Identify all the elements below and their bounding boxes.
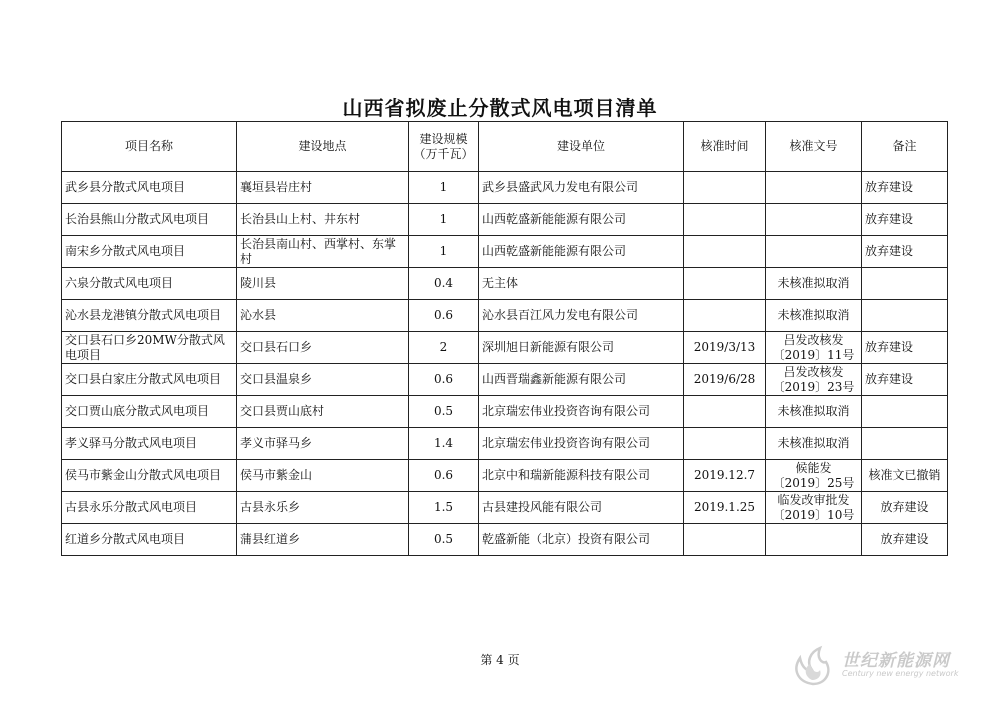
cell-capacity: 2 — [409, 332, 479, 364]
table-row — [62, 460, 948, 492]
cell-approval-date — [684, 268, 766, 300]
cell-approval-doc — [766, 236, 862, 268]
cell-location: 交口县贾山底村 — [237, 396, 409, 428]
table-body — [62, 172, 948, 556]
cell-remark — [862, 300, 948, 332]
cell-remark: 放弃建设 — [862, 204, 948, 236]
cell-approval-date — [684, 236, 766, 268]
cell-capacity: 0.6 — [409, 364, 479, 396]
watermark — [790, 640, 990, 690]
watermark-en-text: Century new energy network — [842, 669, 959, 678]
cell-developer: 武乡县盛武风力发电有限公司 — [479, 172, 684, 204]
watermark-cn-text: 世纪新能源网 — [842, 651, 950, 671]
cell-approval-date — [684, 172, 766, 204]
cell-location: 交口县温泉乡 — [237, 364, 409, 396]
cell-developer: 北京中和瑞新能源科技有限公司 — [479, 460, 684, 492]
table-row — [62, 332, 948, 364]
cell-approval-doc — [766, 524, 862, 556]
cell-approval-date: 2019/6/28 — [684, 364, 766, 396]
cell-capacity: 1 — [409, 172, 479, 204]
cell-approval-date — [684, 524, 766, 556]
table-row — [62, 364, 948, 396]
cell-location: 孝义市驿马乡 — [237, 428, 409, 460]
document-title: 山西省拟废止分散式风电项目清单 — [342, 96, 658, 120]
cell-developer: 山西晋瑞鑫新能源有限公司 — [479, 364, 684, 396]
cell-location: 长治县南山村、西掌村、东掌村 — [237, 236, 409, 268]
cell-capacity: 0.5 — [409, 524, 479, 556]
cell-approval-date: 2019.12.7 — [684, 460, 766, 492]
cell-approval-doc: 吕发改核发 〔2019〕23号 — [766, 364, 862, 396]
cell-capacity: 1.4 — [409, 428, 479, 460]
cell-project-name: 侯马市紫金山分散式风电项目 — [62, 460, 237, 492]
cell-approval-date: 2019.1.25 — [684, 492, 766, 524]
cell-approval-doc: 未核准拟取消 — [766, 428, 862, 460]
cell-remark: 放弃建设 — [862, 236, 948, 268]
table-row — [62, 268, 948, 300]
cell-remark — [862, 396, 948, 428]
cell-project-name: 交口贾山底分散式风电项目 — [62, 396, 237, 428]
cell-project-name: 孝义驿马分散式风电项目 — [62, 428, 237, 460]
cell-project-name: 长治县熊山分散式风电项目 — [62, 204, 237, 236]
cell-capacity: 1 — [409, 236, 479, 268]
table-row — [62, 204, 948, 236]
column-header-capacity: 建设规模 （万千瓦） — [409, 122, 479, 172]
cell-remark: 放弃建设 — [862, 172, 948, 204]
table-row — [62, 396, 948, 428]
cell-approval-doc: 临发改审批发 〔2019〕10号 — [766, 492, 862, 524]
cell-remark: 放弃建设 — [862, 332, 948, 364]
cell-location: 沁水县 — [237, 300, 409, 332]
column-header-location: 建设地点 — [237, 122, 409, 172]
column-header-approval-doc: 核准文号 — [766, 122, 862, 172]
cell-approval-date — [684, 428, 766, 460]
table-row — [62, 300, 948, 332]
cell-remark: 放弃建设 — [862, 492, 948, 524]
cell-location: 蒲县红道乡 — [237, 524, 409, 556]
cell-approval-doc — [766, 204, 862, 236]
cell-location: 长治县山上村、井东村 — [237, 204, 409, 236]
cell-developer: 沁水县百江风力发电有限公司 — [479, 300, 684, 332]
table-row — [62, 172, 948, 204]
cell-project-name: 六泉分散式风电项目 — [62, 268, 237, 300]
cell-approval-doc: 未核准拟取消 — [766, 300, 862, 332]
cell-location: 襄垣县岩庄村 — [237, 172, 409, 204]
cell-project-name: 交口县石口乡20MW分散式风电项目 — [62, 332, 237, 364]
cell-developer: 北京瑞宏伟业投资咨询有限公司 — [479, 396, 684, 428]
cell-remark — [862, 268, 948, 300]
cell-developer: 无主体 — [479, 268, 684, 300]
page-number: 第 4 页 — [480, 653, 520, 667]
cell-location: 侯马市紫金山 — [237, 460, 409, 492]
cell-remark: 核准文已撤销 — [862, 460, 948, 492]
cell-project-name: 沁水县龙港镇分散式风电项目 — [62, 300, 237, 332]
cell-remark: 放弃建设 — [862, 364, 948, 396]
cell-approval-date — [684, 396, 766, 428]
cell-approval-doc: 未核准拟取消 — [766, 268, 862, 300]
cell-location: 交口县石口乡 — [237, 332, 409, 364]
watermark-logo-icon — [790, 644, 836, 688]
cell-project-name: 武乡县分散式风电项目 — [62, 172, 237, 204]
cell-remark: 放弃建设 — [862, 524, 948, 556]
column-header-project-name: 项目名称 — [62, 122, 237, 172]
cell-location: 古县永乐乡 — [237, 492, 409, 524]
cell-project-name: 交口县白家庄分散式风电项目 — [62, 364, 237, 396]
column-header-approval-date: 核准时间 — [684, 122, 766, 172]
cell-approval-doc: 未核准拟取消 — [766, 396, 862, 428]
column-header-developer: 建设单位 — [479, 122, 684, 172]
cell-capacity: 1.5 — [409, 492, 479, 524]
cell-project-name: 古县永乐分散式风电项目 — [62, 492, 237, 524]
column-header-remark: 备注 — [862, 122, 948, 172]
cell-capacity: 0.6 — [409, 300, 479, 332]
cell-remark — [862, 428, 948, 460]
cell-approval-doc: 吕发改核发 〔2019〕11号 — [766, 332, 862, 364]
table-header-row — [62, 122, 948, 172]
cell-developer: 北京瑞宏伟业投资咨询有限公司 — [479, 428, 684, 460]
cell-developer: 古县建投风能有限公司 — [479, 492, 684, 524]
cell-location: 陵川县 — [237, 268, 409, 300]
cell-capacity: 0.4 — [409, 268, 479, 300]
cell-developer: 山西乾盛新能能源有限公司 — [479, 204, 684, 236]
table-row — [62, 492, 948, 524]
cell-project-name: 红道乡分散式风电项目 — [62, 524, 237, 556]
cell-capacity: 1 — [409, 204, 479, 236]
cell-approval-doc — [766, 172, 862, 204]
cell-capacity: 0.6 — [409, 460, 479, 492]
table-row — [62, 236, 948, 268]
cell-developer: 山西乾盛新能能源有限公司 — [479, 236, 684, 268]
table-row — [62, 524, 948, 556]
cell-approval-date — [684, 204, 766, 236]
cell-project-name: 南宋乡分散式风电项目 — [62, 236, 237, 268]
cell-developer: 深圳旭日新能源有限公司 — [479, 332, 684, 364]
cell-capacity: 0.5 — [409, 396, 479, 428]
table-row — [62, 428, 948, 460]
cell-approval-doc: 候能发 〔2019〕25号 — [766, 460, 862, 492]
cell-approval-date: 2019/3/13 — [684, 332, 766, 364]
cell-approval-date — [684, 300, 766, 332]
cell-developer: 乾盛新能（北京）投资有限公司 — [479, 524, 684, 556]
project-table — [61, 121, 948, 556]
